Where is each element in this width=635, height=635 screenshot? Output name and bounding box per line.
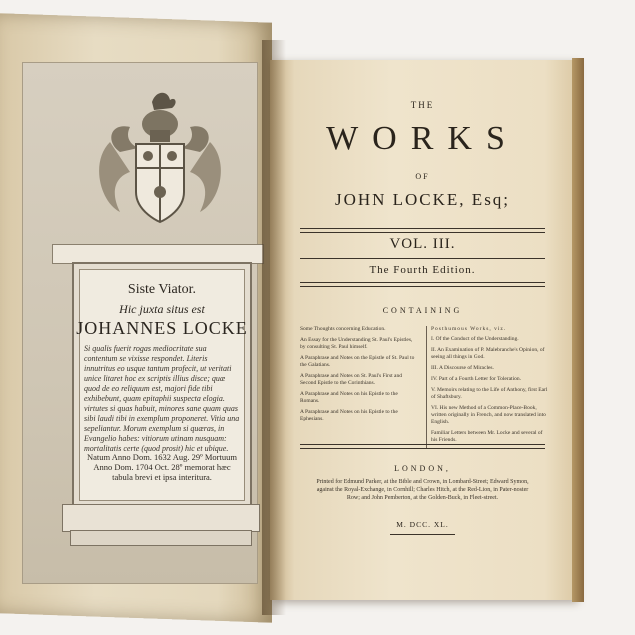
containing-label: CONTAINING bbox=[382, 306, 463, 315]
rule bbox=[300, 258, 545, 259]
epitaph-body: Si qualis fuerit rogas mediocritate sua contentum se vixisse respondet. Literis innutritus eo usque tantum profecit, ut veritati unice litaret hoc ex scriptis illius disce; quæ quod de eo reliquum est, majori fide tibi exhibebunt, quam epitaphii suspecta elogia. virtutes si quas habuit, minores sane quam quas sibi laudi tibi in exemplum proponeret. Vitia una sepeliantur. Morum exemplum si quæras, in Evangelio habes: vitiorum utinam nusquam: mortalitatis certe (quod prosit) hic et ubique. bbox=[84, 344, 240, 453]
contents-item: Some Thoughts concerning Education. bbox=[300, 326, 386, 332]
contents-item: A Paraphrase and Notes on his Epistle to the Romans. bbox=[300, 391, 398, 404]
contents-item: I. Of the Conduct of the Understanding. bbox=[431, 336, 519, 342]
edition-label: The Fourth Edition. bbox=[369, 264, 476, 276]
title-author: JOHN LOCKE, Esq; bbox=[334, 190, 511, 209]
rule bbox=[300, 232, 545, 233]
contents-left-column bbox=[300, 326, 418, 427]
title-of: OF bbox=[415, 172, 430, 181]
epitaph-dates: Natum Anno Dom. 1632 Aug. 29º Mortuum Anno Dom. 1704 Oct. 28º memorat hæc tabula brevi et ipsa interitura. bbox=[87, 452, 237, 482]
epitaph-line: Hic juxta situs est bbox=[119, 302, 205, 316]
rule bbox=[300, 282, 545, 283]
imprint-year: M. DCC. XL. bbox=[396, 520, 449, 529]
posthumous-heading: Posthumous Works, viz. bbox=[431, 326, 507, 332]
contents-item: IV. Part of a Fourth Letter for Toleration. bbox=[431, 376, 521, 382]
contents-item: A Paraphrase and Notes on his Epistle to the Ephesians. bbox=[300, 409, 398, 422]
title-page bbox=[270, 60, 575, 600]
rule bbox=[300, 448, 545, 449]
monument-base bbox=[62, 504, 260, 532]
monument-cornice bbox=[52, 244, 264, 264]
rule bbox=[390, 534, 455, 535]
monument-foot bbox=[70, 530, 252, 546]
rule bbox=[300, 228, 545, 229]
contents-item: A Paraphrase and Notes on the Epistle of St. Paul to the Galatians. bbox=[300, 355, 415, 368]
rule bbox=[300, 444, 545, 445]
coat-of-arms-icon bbox=[90, 82, 230, 242]
page-edge bbox=[572, 58, 584, 602]
epitaph-name: JOHANNES LOCKE bbox=[76, 318, 248, 338]
volume-label: VOL. III. bbox=[389, 236, 456, 252]
title-works: WORKS bbox=[326, 120, 519, 157]
contents-item: A Paraphrase and Notes on St. Paul's First and Second Epistle to the Corinthians. bbox=[300, 373, 402, 386]
contents-item: Familiar Letters between Mr. Locke and several of his Friends. bbox=[431, 430, 543, 443]
rule bbox=[300, 286, 545, 287]
title-the: THE bbox=[410, 100, 435, 110]
contents-item: III. A Discourse of Miracles. bbox=[431, 365, 494, 371]
gutter-shadow bbox=[262, 40, 286, 615]
contents-item: V. Memoirs relating to the Life of Anthony, first Earl of Shaftsbury. bbox=[431, 387, 548, 400]
contents-right-column bbox=[426, 326, 549, 448]
epitaph-heading: Siste Viator. bbox=[127, 282, 197, 297]
contents-item: VI. His new Method of a Common-Place-Book, written originally in French, and now translated into English. bbox=[431, 405, 546, 425]
contents-item: II. An Examination of P. Malebranche's Opinion, of seeing all things in God. bbox=[431, 347, 545, 360]
imprint-place: LONDON, bbox=[394, 464, 451, 473]
contents-item: An Essay for the Understanding St. Paul's Epistles, by consulting St. Paul himself. bbox=[300, 337, 413, 350]
epitaph-tablet bbox=[72, 262, 252, 508]
imprint-text: Printed for Edmund Parker, at the Bible and Crown, in Lombard-Street; Edward Symon, against the Royal-Exchange, in Cornhill; Charles Hitch, at the Red-Lion, in Pater-noster Row; and John Pemberton, at the Golden-Buck, in Fleet-street. bbox=[316, 479, 529, 501]
